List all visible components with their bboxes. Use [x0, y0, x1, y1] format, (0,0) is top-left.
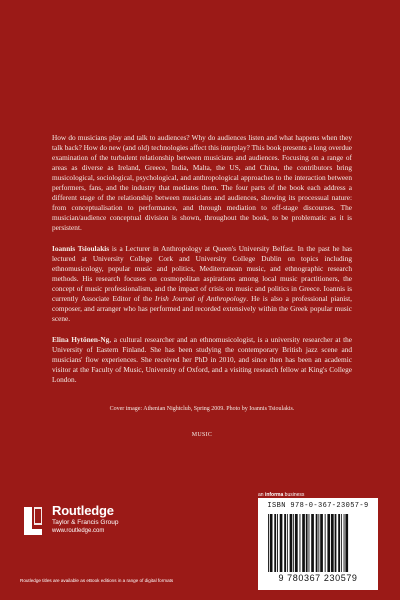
publisher-group: Taylor & Francis Group [52, 519, 119, 526]
author-bio-hytonen-ng [52, 335, 352, 385]
bio-name: Elina Hytönen-Ng [52, 335, 110, 344]
subject-category: MUSIC [191, 432, 213, 438]
journal-title: Irish Journal of Anthropology [155, 294, 247, 303]
barcode-stripe [293, 514, 294, 572]
barcode-stripe [325, 514, 326, 572]
barcode-stripe [316, 514, 318, 572]
barcode-stripe [274, 514, 276, 572]
blurb-paragraph: How do musicians play and talk to audiences? Why do audiences listen and what happens when they talk back? How do new (and old) technologies affect this interplay? This book presents a long overdue examination of the turbulent relationship between musicians and audiences. Focusing on a range of areas as diverse as Ireland, Greece, India, Malta, the US, and China, the contributors bring musicological, sociological, psychological, and anthropological approaches to the interaction between performers, fans, and the industry that mediates them. The four parts of the book each address a different stage of the relationship between musicians and audiences, showing its processual nature: from conceptualisation to performance, and through mediation to off-stage discourses. The musician/audience conceptual division is shown, throughout the book, to be problematic as it is persistent. [52, 133, 352, 232]
barcode-stripe [344, 514, 345, 572]
barcode-stripe [277, 514, 278, 572]
publisher-block [52, 504, 118, 535]
routledge-logo-icon [20, 503, 46, 539]
barcode-stripe [341, 514, 342, 572]
barcode-stripe [295, 514, 298, 572]
barcode-stripe [268, 514, 269, 572]
barcode-stripe [287, 514, 288, 572]
isbn-label: ISBN 978-0-367-23057-9 [267, 502, 369, 510]
cover-image-caption: Cover image: Athenian Nightclub, Spring 2009. Photo by Ioannis Tsioulakis. [109, 406, 295, 412]
barcode-stripe [290, 514, 293, 572]
bio-text: is a Lecturer in Anthropology at Queen's University Belfast. In the past he has lectured at University College Cork and University College Dublin on topics including ethnomusicology, popular music and politics, Mediterranean music, and ethnographic research methods. His research focuses on cosmopolitan aspirations among local music practitioners, the concept of music professionalism, and the impact of crisis on music and politics in Greece. Ioannis is currently Associate Editor of the [52, 244, 352, 303]
informa-suffix: business [283, 492, 305, 498]
barcode-stripe [338, 514, 340, 572]
informa-brand: informa [264, 492, 284, 498]
publisher-name: Routledge [52, 503, 114, 518]
barcode-stripe [280, 514, 283, 572]
barcode-stripe [306, 514, 308, 572]
barcode-stripe [284, 514, 286, 572]
barcode-stripe [320, 514, 323, 572]
barcode-digits: 9 780367 230579 [278, 573, 358, 583]
barcode-bars [266, 514, 370, 572]
barcode-stripe [300, 514, 301, 572]
barcode-stripe [327, 514, 330, 572]
barcode-stripe [270, 514, 273, 572]
barcode-panel [258, 498, 378, 590]
ebook-note: Routledge titles are available as eBook editions in a range of digital formats [20, 578, 174, 583]
publisher-url: www.routledge.com [52, 528, 105, 534]
back-cover-text [52, 133, 352, 396]
barcode-stripe [309, 514, 310, 572]
barcode-stripe [331, 514, 334, 572]
bio-text: , a cultural researcher and an ethnomusicologist, is a university researcher at the University of Eastern Finland. She has been studying the contemporary British jazz scene and musicians' flow experiences. She received her PhD in 2010, and since then has been an academic visitor at the Faculty of Music, University of Oxford, and a visiting research fellow at King's College London. [52, 335, 352, 384]
barcode-stripe [345, 514, 348, 572]
author-bio-tsioulakis [52, 244, 352, 324]
bio-name: Ioannis Tsioulakis [52, 244, 110, 253]
barcode-stripe [335, 514, 337, 572]
informa-prefix: an [258, 492, 265, 498]
barcode-stripe [318, 514, 319, 572]
barcode-stripe [302, 514, 305, 572]
barcode-stripe [311, 514, 314, 572]
bio-text: . He is also a professional pianist, composer, and arranger who has performed and recorded extensively within the Greek popular music scene. [52, 294, 353, 323]
